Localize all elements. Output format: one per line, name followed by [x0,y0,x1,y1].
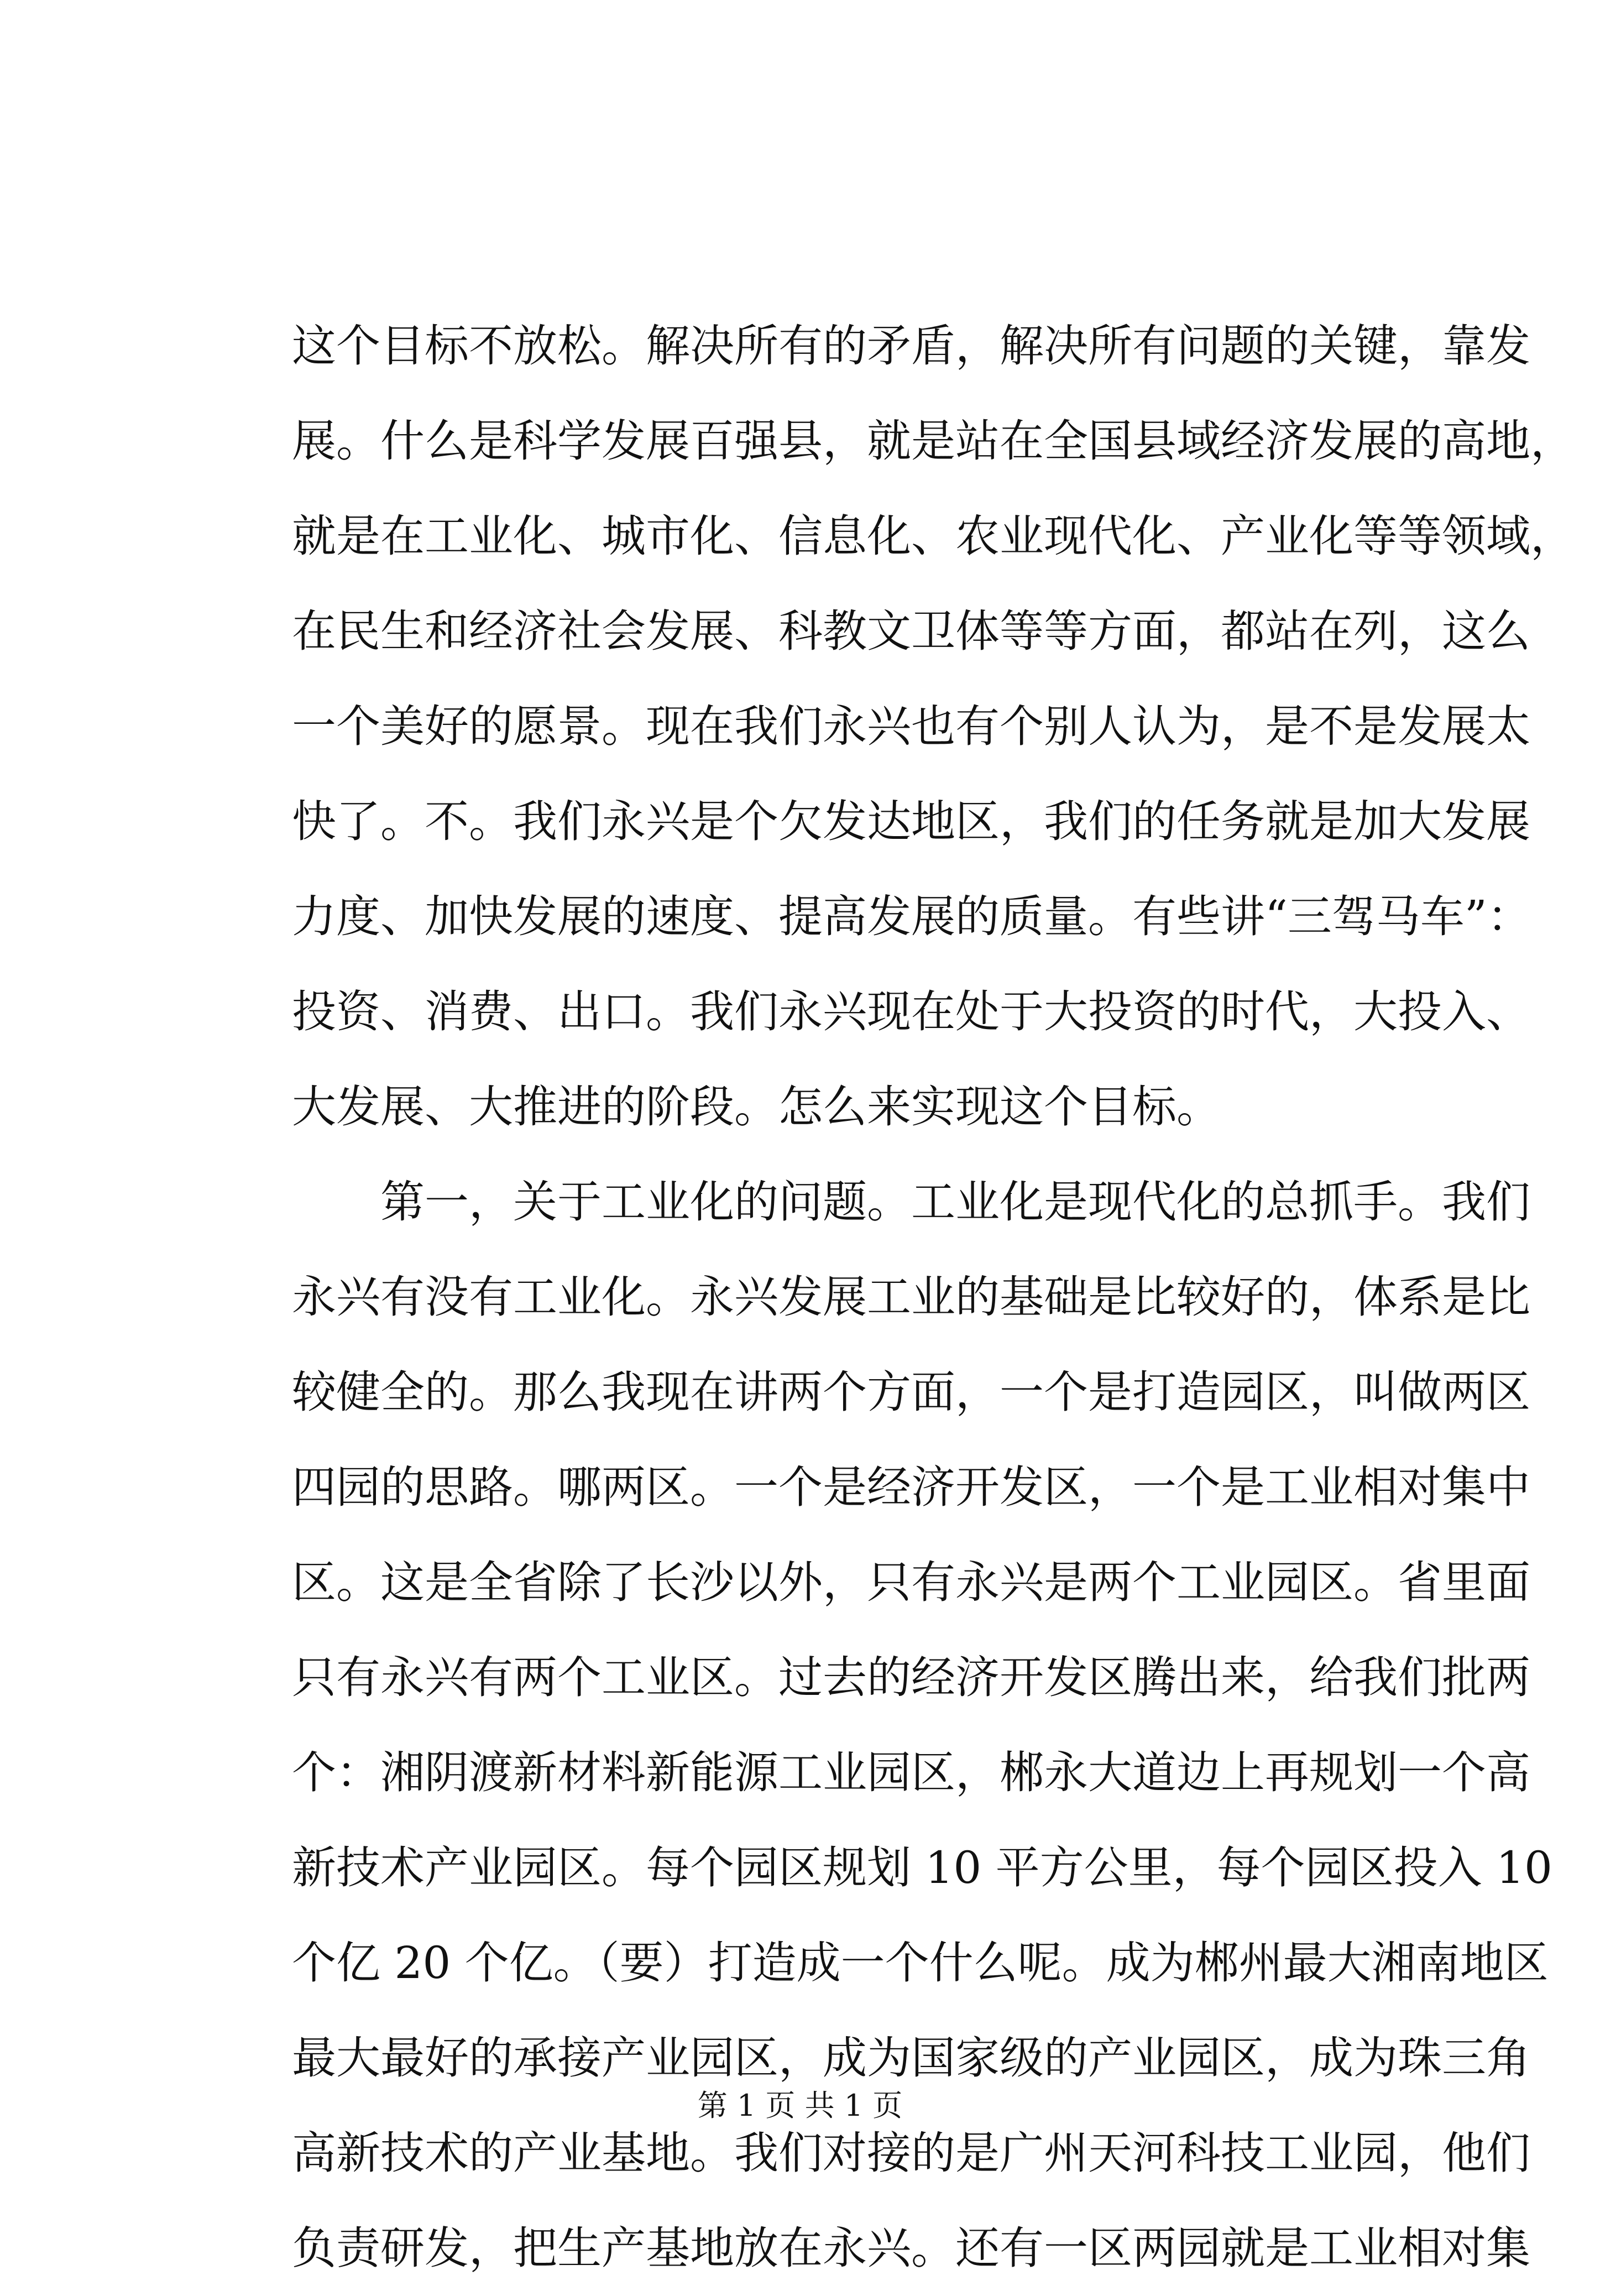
text-line: 展。什么是科学发展百强县，就是站在全国县域经济发展的高地， [292,415,1575,467]
text-line: 这个目标不放松。解决所有的矛盾，解决所有问题的关键，靠发 [292,320,1530,372]
text-line: 就是在工业化、城市化、信息化、农业现代化、产业化等等领域， [292,510,1575,562]
page-number-text: 第 1 页 共 1 页 [697,2088,903,2123]
text-line: 大发展、大推进的阶段。怎么来实现这个目标。 [292,1081,1221,1133]
text-line: 快了。不。我们永兴是个欠发达地区，我们的任务就是加大发展 [292,796,1530,847]
text-line: 新技术产业园区。每个园区规划 10 平方公里，每个园区投入 10 [292,1842,1552,1893]
text-line: 个：湘阴渡新材料新能源工业园区，郴永大道边上再规划一个高 [292,1747,1530,1798]
text-line: 个亿 20 个亿。（要）打造成一个什么呢。成为郴州最大湘南地区 [292,1937,1549,1989]
text-line: 高新技术的产业基地。我们对接的是广州天河科技工业园，他们 [292,2127,1530,2179]
text-line: 只有永兴有两个工业区。过去的经济开发区腾出来，给我们批两 [292,1652,1530,1703]
text-line: 一个美好的愿景。现在我们永兴也有个别人认为，是不是发展太 [292,701,1530,752]
text-line: 较健全的。那么我现在讲两个方面，一个是打造园区，叫做两区 [292,1366,1530,1418]
text-line: 永兴有没有工业化。永兴发展工业的基础是比较好的，体系是比 [292,1271,1530,1323]
text-line: 投资、消费、出口。我们永兴现在处于大投资的时代，大投入、 [292,986,1530,1037]
text-line: 力度、加快发展的速度、提高发展的质量。有些讲“三驾马车”： [292,891,1531,942]
text-line: 在民生和经济社会发展、科教文卫体等等方面，都站在列，这么 [292,606,1530,657]
body-text [292,299,1575,2296]
page-footer [0,2084,1600,2128]
text-line: 最大最好的承接产业园区，成为国家级的产业园区，成为珠三角 [292,2032,1530,2084]
text-line: 四园的思路。哪两区。一个是经济开发区，一个是工业相对集中 [292,1462,1530,1513]
text-line: 区。这是全省除了长沙以外，只有永兴是两个工业园区。省里面 [292,1557,1530,1608]
text-line: 第一，关于工业化的问题。工业化是现代化的总抓手。我们 [292,1176,1530,1228]
text-line: 负责研发，把生产基地放在永兴。还有一区两园就是工业相对集 [292,2222,1530,2274]
